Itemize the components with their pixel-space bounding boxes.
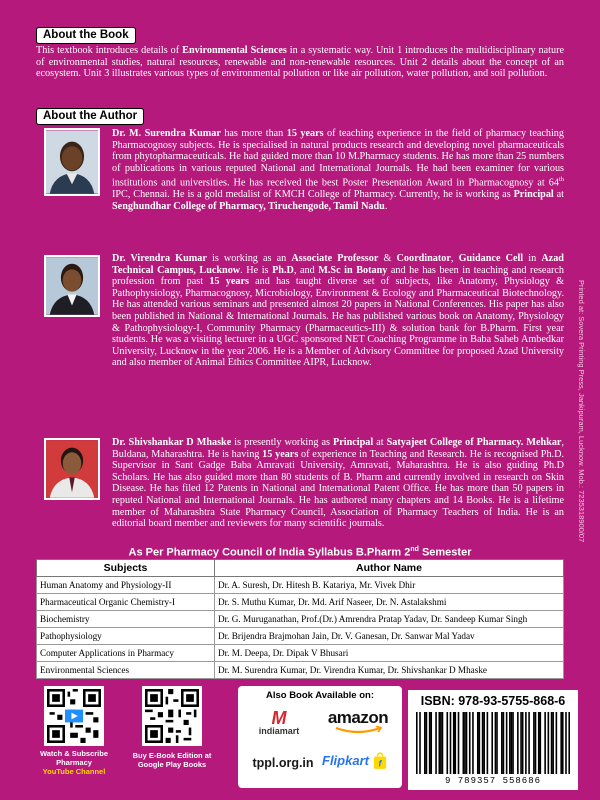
barcode-bar	[458, 712, 460, 774]
barcode-bar	[426, 712, 428, 774]
text-run: , and	[293, 264, 319, 276]
barcode-bar	[540, 712, 542, 774]
column-header-author: Author Name	[215, 560, 564, 577]
indiamart-icon	[264, 708, 294, 726]
text-run: M.Sc in Botany	[318, 264, 388, 276]
text-run: Coordinator	[396, 253, 451, 264]
store-amazon[interactable]: amazon	[320, 708, 396, 734]
barcode-bar	[442, 712, 444, 774]
barcode-bar	[544, 712, 546, 774]
text-run: Ph.D	[272, 264, 294, 276]
barcode-bar	[466, 712, 468, 774]
author-portrait-icon	[46, 257, 98, 315]
barcode-bar	[535, 712, 537, 774]
barcode-bar	[538, 712, 540, 774]
isbn-number: ISBN: 978-93-5755-868-6	[420, 694, 566, 708]
author-cell: Dr. G. Muruganathan, Prof.(Dr.) Amrendra Pratap Yadav, Dr. Sandeep Kumar Singh	[215, 611, 564, 628]
author-cell: Dr. Brijendra Brajmohan Jain, Dr. V. Ganesan, Dr. Sanwar Mal Yadav	[215, 628, 564, 645]
text-run: is presently working as	[231, 437, 333, 448]
text-run: at	[553, 189, 564, 201]
barcode-bar	[560, 712, 562, 774]
text-run: .	[384, 200, 388, 212]
text-run: th	[558, 176, 564, 184]
barcode-bar	[482, 712, 484, 774]
text-run: , Buldana, Maharashtra. He is having	[112, 437, 564, 460]
text-run: &	[378, 253, 397, 264]
text-run: Environmental Sciences	[182, 45, 287, 56]
text-run: 15 years	[262, 448, 299, 460]
barcode-bar	[429, 712, 431, 774]
table-row	[37, 628, 564, 645]
barcode-bar	[509, 712, 511, 774]
barcode-bar	[520, 712, 522, 774]
barcode-bar	[464, 712, 466, 774]
text-run: Dr. Shivshankar D Mhaske	[112, 437, 232, 448]
text-run: Principal	[513, 189, 554, 201]
printer-info: Printed at: Sovera Printing Press, Jankipuram, Lucknow. Mob.: 7235318900/07	[577, 280, 586, 543]
barcode-bar	[552, 712, 554, 774]
about-author-label: About the Author	[36, 108, 144, 125]
barcode-bar	[472, 712, 474, 774]
text-run: Satyajeet College of Pharmacy. Mehkar	[386, 437, 562, 448]
author-cell: Dr. A. Suresh, Dr. Hitesh B. Katariya, Mr. Vivek Dhir	[215, 577, 564, 594]
text-run: ,	[450, 253, 459, 264]
table-row	[37, 577, 564, 594]
store-indiamart[interactable]: M indiamart	[258, 708, 300, 736]
table-header-row	[37, 560, 564, 577]
barcode-bar	[469, 712, 471, 774]
text-run: Dr. Virendra Kumar	[112, 253, 207, 264]
svg-text:M: M	[271, 708, 287, 726]
barcode-bar	[430, 712, 432, 774]
author-cell: Dr. M. Deepa, Dr. Dipak V Bhusari	[215, 645, 564, 662]
barcode-bar	[568, 712, 570, 774]
barcode-bar	[548, 712, 550, 774]
author-bio-shivshankar	[112, 437, 564, 530]
qr-code-icon	[47, 689, 101, 743]
text-run: has more than	[220, 128, 287, 139]
subject-cell: Pathophysiology	[37, 628, 215, 645]
text-run: Principal	[333, 437, 374, 448]
qr-code-icon	[145, 689, 199, 743]
text-run: is working as an	[206, 253, 292, 264]
barcode-bar	[562, 712, 564, 774]
barcode-bar	[477, 712, 479, 774]
store-flipkart[interactable]: Flipkart f	[322, 752, 398, 770]
text-run: 15 years	[286, 128, 324, 139]
svg-text:f: f	[378, 758, 382, 769]
about-book-text	[36, 45, 564, 80]
syllabus-table	[36, 559, 564, 679]
table-row	[37, 645, 564, 662]
barcode-bar	[517, 712, 519, 774]
barcode-bar	[435, 712, 437, 774]
barcode-bar	[503, 712, 505, 774]
text-run: and has taught diverse set of subjects, like Anatomy, Physiology & Pathophysiology, Pharmacognosy, Microbiology, Environment & Ecology and Pharmaceutical Biotechnology. He has attended various seminars and presented almost 20 papers in National Conferences. His paper has also been published in National & International Journals. He has published various book on Anatomy, Physiology & Pathophysiology-I, Community Pharmacy (Pharmaceutics-III) & solution bank for B.Pharm. First year students. He was a visiting lecturer in a UGC sponsored NET Coaching Programme in Baba Saheb Ambedkar University, Lucknow in the year 2006. He is a Member of Advisory Committee for proposed Azad University and also member of Animal Ethics Committee AIPR, Lucknow.	[112, 276, 564, 369]
barcode-bar	[416, 712, 418, 774]
text-run: and he has been in teaching and research profession from past	[112, 264, 564, 288]
barcode-bar	[525, 712, 527, 774]
subject-cell: Biochemistry	[37, 611, 215, 628]
barcode-bar	[446, 712, 448, 774]
about-book-label: About the Book	[36, 27, 136, 44]
barcode-bar	[551, 712, 553, 774]
barcode-bar	[501, 712, 503, 774]
barcode-bar	[479, 712, 481, 774]
barcode-bar	[496, 712, 498, 774]
text-run: IPC, Chennai. He is a gold medalist of KMCH College of Pharmacy. Currently, he is working as	[112, 189, 514, 201]
barcode-bar	[450, 712, 452, 774]
barcode-bar	[556, 712, 558, 774]
google-play-qr-code[interactable]	[142, 686, 202, 746]
text-run: Senghundhar College of Pharmacy, Tiruchengode, Tamil Nadu	[112, 200, 385, 212]
barcode-bar	[511, 712, 513, 774]
barcode-bar	[487, 712, 489, 774]
author-bio-virendra	[112, 253, 564, 369]
text-run: Guidance Cell	[458, 253, 524, 264]
flipkart-bag-icon	[373, 752, 387, 770]
text-run: of experience in Teaching and Research. He is recognised Ph.D. Supervisor in Sant Gadge Baba Amravati University, Amravati, Maharashtra. He is also guiding Ph.D Scholars. He has also guided more than 80 students of B. Pharm and currently involved in research on Skin Disease. He has filed 12 Patents in National and International Patent Office. He has more than 50 papers in reputed National and International Journals. He has authored many chapters and 14 Books. He is a lifetime member of Maharashtra State Pharmacy Council, Association of Pharmacy Teachers of India. He is an editorial board member and reviewers for many scientific journals.	[112, 448, 564, 530]
barcode-bar	[565, 712, 567, 774]
table-row	[37, 662, 564, 679]
table-row	[37, 611, 564, 628]
barcode-bar	[522, 712, 524, 774]
barcode-bar	[463, 712, 465, 774]
barcode-bar	[528, 712, 530, 774]
barcode-bar	[419, 712, 421, 774]
subject-cell: Computer Applications in Pharmacy	[37, 645, 215, 662]
barcode-bar	[506, 712, 508, 774]
barcode-bar	[512, 712, 514, 774]
text-run: in a systematic way. Unit 1 introduces the multidisciplinary nature of environmental studies, natural resources, renewable and non-renewable resources. Unit 2 details about the concept of an ecosystem. Unit 3 illustrates various types of environmental pollution or like air pollution, water pollution, and soil pollution.	[36, 45, 565, 80]
syllabus-title: As Per Pharmacy Council of India Syllabus B.Pharm 2nd Semester	[128, 546, 472, 559]
text-run: Dr. M. Surendra Kumar	[112, 128, 221, 139]
author-photo-surendra	[44, 128, 100, 196]
barcode-bar	[483, 712, 485, 774]
table-row	[37, 594, 564, 611]
author-photo-shivshankar	[44, 438, 100, 500]
barcode-bar	[491, 712, 493, 774]
barcode-bar	[455, 712, 457, 774]
author-photo-virendra	[44, 255, 100, 317]
barcode-bar	[533, 712, 535, 774]
google-play-qr-caption: Buy E-Book Edition at Google Play Books	[132, 751, 212, 769]
barcode-bar	[440, 712, 442, 774]
also-available-box	[238, 686, 402, 788]
text-run: at	[373, 437, 387, 448]
column-header-subjects: Subjects	[37, 560, 215, 577]
youtube-qr-code[interactable]	[44, 686, 104, 746]
text-run: Azad Technical Campus, Lucknow	[112, 253, 564, 276]
barcode-bar	[495, 712, 497, 774]
also-available-title: Also Book Available on:	[265, 690, 375, 701]
barcode-bar	[453, 712, 455, 774]
store-tppl[interactable]: tppl.org.in	[252, 756, 314, 770]
barcode-digits: 9 789357 558686	[444, 776, 541, 786]
subject-cell: Human Anatomy and Physiology-II	[37, 577, 215, 594]
barcode-bar	[438, 712, 440, 774]
barcode-icon	[416, 712, 570, 774]
text-run: of teaching experience in the field of pharmacy teaching Pharmacognosy subjects. He is specialised in natural products research and developing novel pharmaceuticals from phytopharmaceuticals. He had guided more than 10 M.Pharmacy students. He has more than 25 numbers of publications in various reputed National and International Journals. He had been examiner for various institutions and universities. He has received the best Poster Presentation Award in Pharmacognosy at 64	[112, 128, 564, 189]
subject-cell: Environmental Sciences	[37, 662, 215, 679]
text-run: . He is	[240, 264, 273, 276]
author-portrait-icon	[46, 130, 98, 194]
author-bio-surendra	[112, 128, 564, 213]
author-cell: Dr. S. Muthu Kumar, Dr. Md. Arif Naseer, Dr. N. Astalakshmi	[215, 594, 564, 611]
text-run: 15 years	[209, 276, 249, 288]
text-run: Associate Professor	[291, 253, 379, 264]
text-run: in	[523, 253, 542, 264]
barcode-bar	[424, 712, 426, 774]
text-run: This textbook introduces details of	[36, 45, 183, 56]
youtube-qr-caption: Watch & Subscribe Pharmacy YouTube Channel	[39, 749, 109, 776]
isbn-box	[408, 690, 578, 790]
subject-cell: Pharmaceutical Organic Chemistry-I	[37, 594, 215, 611]
author-cell: Dr. M. Surendra Kumar, Dr. Virendra Kumar, Dr. Shivshankar D Mhaske	[215, 662, 564, 679]
author-portrait-icon	[46, 440, 98, 498]
